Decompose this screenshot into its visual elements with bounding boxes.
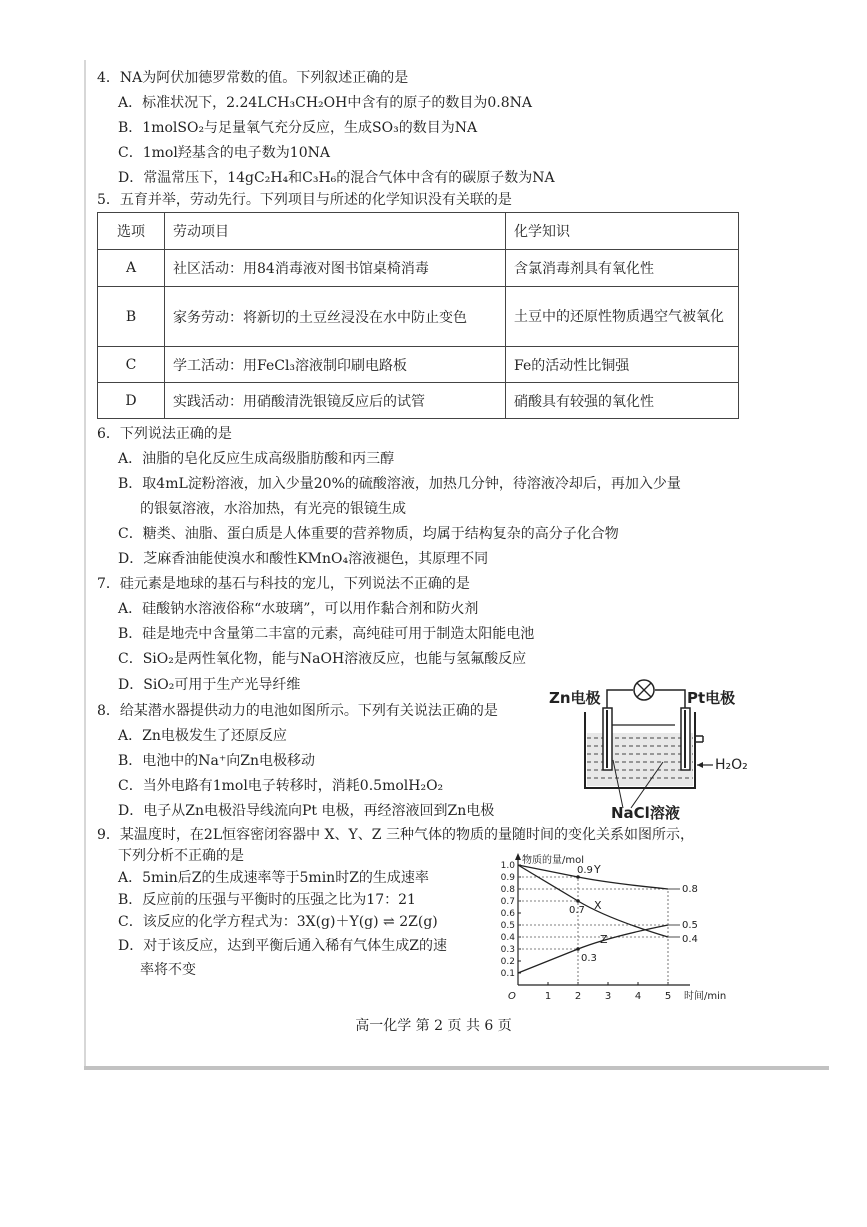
amount-time-chart bbox=[498, 843, 748, 1003]
q6-stem: 6．下列说法正确的是 bbox=[97, 426, 232, 442]
table-cell: 社区活动：用84消毒液对图书馆桌椅消毒 bbox=[165, 250, 506, 287]
y-tick-label: 1.0 bbox=[500, 861, 515, 871]
electrolytic-cell bbox=[585, 708, 713, 808]
q4-option-b: B．1molSO₂与足量氧气充分反应，生成SO₃的数目为NA bbox=[118, 120, 478, 136]
q6-option-d: D．芝麻香油能使溴水和酸性KMnO₄溶液褪色，其原理不同 bbox=[118, 551, 489, 567]
q4-option-c: C．1mol羟基含的电子数为10NA bbox=[118, 145, 330, 161]
q9-option-a: A．5min后Z的生成速率等于5min时Z的生成速率 bbox=[118, 870, 429, 886]
table-row bbox=[98, 287, 739, 347]
table-cell: B bbox=[98, 287, 165, 347]
table-cell: 学工活动：用FeCl₃溶液制印刷电路板 bbox=[165, 347, 506, 383]
q6-option-b-cont: 的银氨溶液，水浴加热，有光亮的银镜生成 bbox=[140, 501, 406, 517]
q8-option-b: B．电池中的Na⁺向Zn电极移动 bbox=[118, 753, 316, 769]
table-header: 劳动项目 bbox=[165, 213, 506, 250]
x-tick-label: 2 bbox=[574, 991, 582, 1002]
q9-stem: 9．某温度时，在2L恒容密闭容器中 X、Y、Z 三种气体的物质的量随时间的变化关系如图所示， bbox=[97, 827, 694, 843]
table-cell: C bbox=[98, 347, 165, 383]
x-tick-label: 4 bbox=[634, 991, 642, 1002]
table-cell: 硝酸具有较强的氧化性 bbox=[506, 383, 739, 419]
nacl-solution-label: NaCl溶液 bbox=[611, 804, 680, 822]
y-tick-label: 0.4 bbox=[500, 933, 515, 943]
x-tick-label: 5 bbox=[664, 991, 672, 1002]
table-row bbox=[98, 250, 739, 287]
q4-stem: 4．NA为阿伏加德罗常数的值。下列叙述正确的是 bbox=[97, 70, 409, 86]
series-line-y bbox=[518, 865, 668, 889]
x-axis-label: 时间/min bbox=[684, 991, 727, 1002]
q6-option-c: C．糖类、油脂、蛋白质是人体重要的营养物质，均属于结构复杂的高分子化合物 bbox=[118, 526, 619, 542]
table-cell: 家务劳动：将新切的土豆丝浸没在水中防止变色 bbox=[165, 287, 506, 347]
y-tick-label: 0.9 bbox=[500, 873, 515, 883]
data-label: 0.7 bbox=[569, 905, 585, 916]
y-tick-label: 0.8 bbox=[500, 885, 515, 895]
data-label: 0.5 bbox=[682, 920, 698, 931]
series-line-x bbox=[518, 865, 668, 937]
scan-edge bbox=[84, 60, 86, 1066]
table-row bbox=[98, 383, 739, 419]
series-label-y: Y bbox=[594, 863, 601, 876]
q5-stem: 5．五育并举，劳动先行。下列项目与所述的化学知识没有关联的是 bbox=[97, 192, 512, 208]
q9-option-d: D．对于该反应，达到平衡后通入稀有气体生成Z的速 bbox=[118, 938, 447, 954]
table-header-row bbox=[98, 213, 739, 250]
q8-option-c: C．当外电路有1mol电子转移时，消耗0.5molH₂O₂ bbox=[118, 778, 444, 794]
q8-option-d: D．电子从Zn电极沿导线流向Pt 电极，再经溶液回到Zn电极 bbox=[118, 803, 495, 819]
lamp-icon bbox=[634, 680, 654, 700]
q6-option-b: B．取4mL淀粉溶液，加入少量20%的硫酸溶液，加热几分钟，待溶液冷却后，再加入少量 bbox=[118, 476, 681, 492]
table-cell: Fe的活动性比铜强 bbox=[506, 347, 739, 383]
q9-option-c: C．该反应的化学方程式为：3X(g)＋Y(g) ⇌ 2Z(g) bbox=[118, 914, 438, 930]
y-tick-label: 0.3 bbox=[500, 945, 515, 955]
data-label: 0.9 bbox=[577, 865, 593, 876]
q9-stem-cont: 下列分析不正确的是 bbox=[118, 848, 244, 864]
origin-label: O bbox=[508, 991, 516, 1002]
h2o2-label: H₂O₂ bbox=[715, 757, 748, 773]
y-tick-label: 0.7 bbox=[500, 897, 515, 907]
table-cell: 土豆中的还原性物质遇空气被氧化 bbox=[506, 287, 739, 347]
q7-option-d: D．SiO₂可用于生产光导纤维 bbox=[118, 677, 301, 693]
y-axis-label: 物质的量/mol bbox=[522, 855, 585, 866]
data-point bbox=[576, 899, 580, 903]
y-tick-label: 0.6 bbox=[500, 909, 515, 919]
q9-option-d-cont: 率将不变 bbox=[140, 962, 196, 978]
pt-electrode-label: Pt电极 bbox=[687, 689, 736, 707]
y-tick-label: 0.1 bbox=[500, 969, 515, 979]
table-header: 化学知识 bbox=[506, 213, 739, 250]
table-cell: A bbox=[98, 250, 165, 287]
q7-option-b: B．硅是地壳中含量第二丰富的元素，高纯硅可用于制造太阳能电池 bbox=[118, 626, 535, 642]
q7-option-c: C．SiO₂是两性氧化物，能与NaOH溶液反应，也能与氢氟酸反应 bbox=[118, 651, 527, 667]
data-label: 0.3 bbox=[581, 953, 597, 964]
q4-option-d: D．常温常压下，14gC₂H₄和C₃H₆的混合气体中含有的碳原子数为NA bbox=[118, 170, 555, 186]
battery-diagram bbox=[545, 678, 765, 822]
q6-option-a: A．油脂的皂化反应生成高级脂肪酸和丙三醇 bbox=[118, 451, 395, 467]
page-footer: 高一化学 第 2 页 共 6 页 bbox=[355, 1018, 512, 1034]
scan-edge bbox=[84, 1066, 829, 1070]
q7-option-a: A．硅酸钠水溶液俗称“水玻璃”，可以用作黏合剂和防火剂 bbox=[118, 601, 479, 617]
y-axis-arrow bbox=[515, 853, 521, 860]
q4-option-a: A．标准状况下，2.24LCH₃CH₂OH中含有的原子的数目为0.8NA bbox=[118, 95, 532, 111]
zn-electrode-label: Zn电极 bbox=[549, 689, 601, 707]
x-tick-label: 3 bbox=[604, 991, 612, 1002]
series-label-z: Z bbox=[600, 933, 608, 946]
table-cell: D bbox=[98, 383, 165, 419]
table-row bbox=[98, 347, 739, 383]
table-cell: 实践活动：用硝酸清洗银镜反应后的试管 bbox=[165, 383, 506, 419]
q8-stem: 8．给某潜水器提供动力的电池如图所示。下列有关说法正确的是 bbox=[97, 703, 498, 719]
q8-option-a: A．Zn电极发生了还原反应 bbox=[118, 728, 287, 744]
x-tick-label: 1 bbox=[544, 991, 552, 1002]
table-header: 选项 bbox=[98, 213, 165, 250]
series-label-x: X bbox=[594, 899, 602, 912]
data-label: 0.4 bbox=[682, 934, 698, 945]
q5-table bbox=[97, 212, 739, 419]
table-cell: 含氯消毒剂具有氧化性 bbox=[506, 250, 739, 287]
q7-stem: 7．硅元素是地球的基石与科技的宠儿，下列说法不正确的是 bbox=[97, 576, 470, 592]
data-point bbox=[576, 947, 580, 951]
y-tick-label: 0.5 bbox=[500, 921, 515, 931]
y-tick-label: 0.2 bbox=[500, 957, 515, 967]
data-label: 0.8 bbox=[682, 884, 698, 895]
series-line-z bbox=[518, 925, 668, 973]
q9-option-b: B．反应前的压强与平衡时的压强之比为17：21 bbox=[118, 892, 416, 908]
